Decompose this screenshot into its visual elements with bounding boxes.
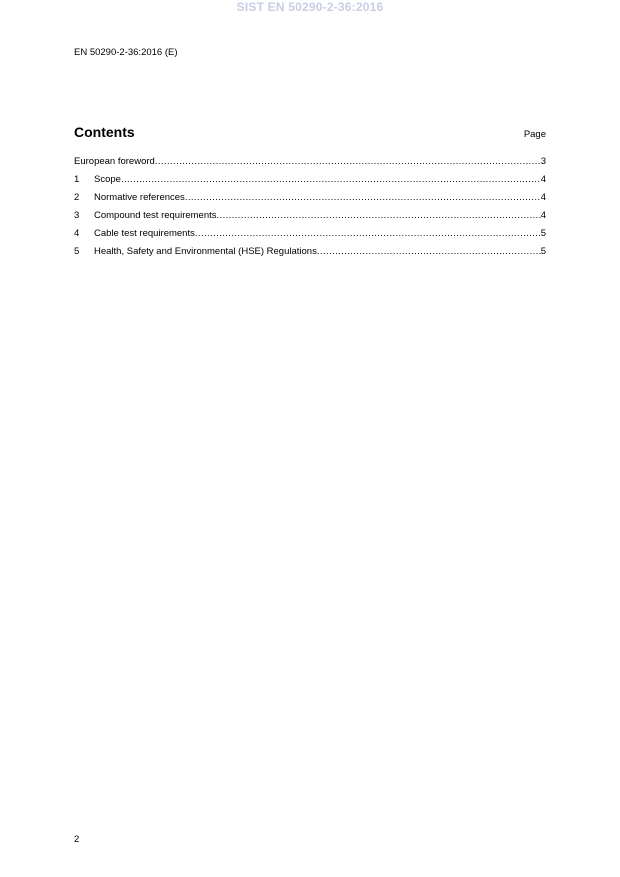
toc-dot-leader bbox=[217, 210, 541, 221]
toc-entry-number: 3 bbox=[74, 210, 80, 221]
toc-entry-page: 5 bbox=[540, 246, 546, 257]
toc-entry-compound-test-requirements[interactable] bbox=[74, 210, 546, 228]
watermark: SIST EN 50290-2-36:2016 bbox=[236, 0, 384, 14]
toc-entry-number: 5 bbox=[74, 246, 80, 257]
toc-entry-hse-regulations[interactable] bbox=[74, 246, 546, 264]
toc-dot-leader bbox=[195, 228, 541, 239]
toc-entry-text: Compound test requirements bbox=[94, 210, 217, 221]
toc-entry-text: Normative references bbox=[94, 192, 185, 203]
toc-entry-number: 4 bbox=[74, 228, 80, 239]
page-number: 2 bbox=[74, 834, 80, 845]
contents-title: Contents bbox=[74, 124, 135, 140]
toc-entry-page: 4 bbox=[540, 192, 546, 203]
toc-entry-scope[interactable] bbox=[74, 174, 546, 192]
toc-dot-leader bbox=[155, 156, 541, 167]
toc-entry-page: 3 bbox=[540, 156, 546, 167]
toc-entry-text: Scope bbox=[94, 174, 121, 185]
toc-dot-leader bbox=[185, 192, 541, 203]
contents-page-label: Page bbox=[523, 129, 546, 140]
table-of-contents bbox=[74, 156, 546, 264]
contents-header bbox=[74, 124, 546, 140]
toc-entry-european-foreword[interactable] bbox=[74, 156, 546, 174]
toc-entry-text: Cable test requirements bbox=[94, 228, 195, 239]
toc-entry-number: 1 bbox=[74, 174, 80, 185]
toc-dot-leader bbox=[317, 246, 541, 257]
toc-entry-number: 2 bbox=[74, 192, 80, 203]
toc-entry-text: European foreword bbox=[74, 156, 155, 167]
toc-entry-page: 4 bbox=[540, 210, 546, 221]
toc-entry-cable-test-requirements[interactable] bbox=[74, 228, 546, 246]
toc-entry-page: 4 bbox=[540, 174, 546, 185]
toc-entry-text: Health, Safety and Environmental (HSE) Regulations bbox=[94, 246, 317, 257]
toc-dot-leader bbox=[121, 174, 541, 185]
toc-entry-page: 5 bbox=[540, 228, 546, 239]
document-identifier: EN 50290-2-36:2016 (E) bbox=[74, 47, 178, 58]
toc-entry-normative-references[interactable] bbox=[74, 192, 546, 210]
